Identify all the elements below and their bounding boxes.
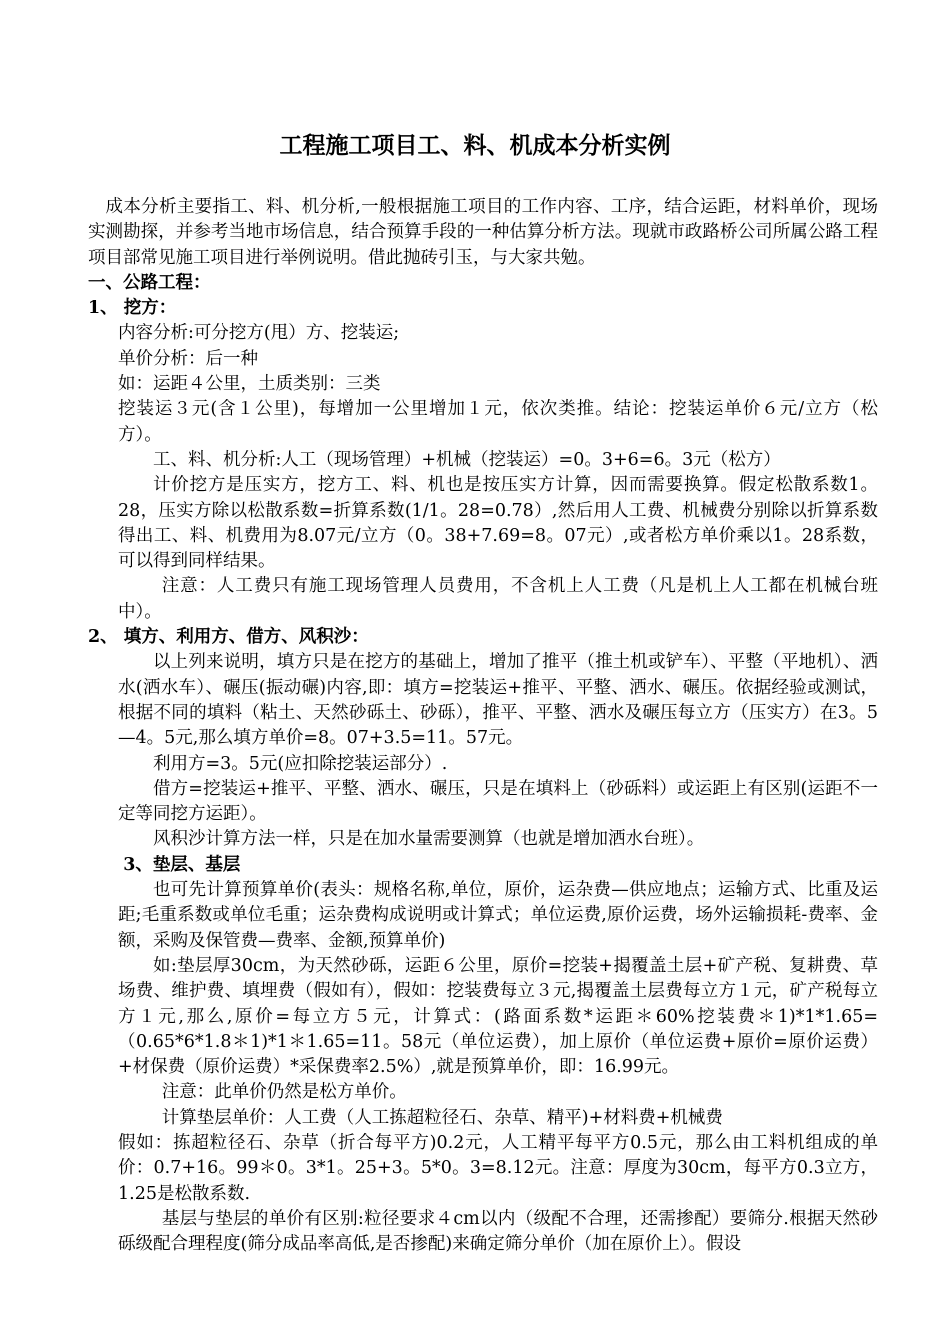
paragraph-cushion-example: 如:垫层厚30cm，为天然砂砾，运距６公里，原价=挖装+揭覆盖土层+矿产税、复耕费、草场费、维护费、填埋费（假如有），假如：挖装费每立３元,揭覆盖土层费每立方１元，矿产税每立方１元,那么,原价=每立方５元，计算式：(路面系数*运距＊60%挖装费＊1)*1*1.65=（0.65*6*1.8＊1)*1＊1.65=11。58元（单位运费），加上原价（单位运费+原价=原价运费）+材保费（原价运费）*采保费率2.5%）,就是预算单价，即：16.99元。 xyxy=(118,955,878,1078)
paragraph-unit-price-analysis: 单价分析：后一种 xyxy=(118,348,258,369)
subsection-heading-base: 3、垫层、基层 xyxy=(123,854,241,875)
paragraph-note-loose: 注意：此单价仍然是松方单价。 xyxy=(161,1082,407,1103)
subsection-heading-excavation: 1、 挖方： xyxy=(88,298,177,319)
paragraph-cushion-price: 计算垫层单价：人工费（人工拣超粒径石、杂草、精平)+材料费+机械费 xyxy=(161,1107,723,1128)
paragraph-wind-sand: 风积沙计算方法一样，只是在加水量需要测算（也就是增加洒水台班）。 xyxy=(153,829,705,850)
paragraph-example: 如：运距４公里，土质类别：三类 xyxy=(118,374,381,395)
document-title: 工程施工项目工、料、机成本分析实例 xyxy=(279,132,671,159)
intro-paragraph xyxy=(88,195,878,271)
paragraph-labor-machine-analysis: 工、料、机分析:人工（现场管理）+机械（挖装运）=0。3+6=6。3元（松方） xyxy=(153,449,781,470)
paragraph-assumption: 假如：拣超粒径石、杂草（折合每平方)0.2元，人工精平每平方0.5元，那么由工料机组成的单价：0.7+16。99＊0。3*1。25+3。5*0。3=8.12元。注意：厚度为30cm，每平方0.3立方，1.25是松散系数. xyxy=(118,1132,878,1204)
paragraph-base-difference: 基层与垫层的单价有区别:粒径要求４cm以内（级配不合理，还需掺配）要筛分.根据天然砂砾级配合理程度(筛分成品率高低,是否掺配)来确定筛分单价（加在原价上）。假设 xyxy=(118,1208,878,1255)
paragraph-note-labor: 注意：人工费只有施工现场管理人员费用，不含机上人工费（凡是机上人工都在机械台班中）。 xyxy=(118,576,878,622)
intro-text: 成本分析主要指工、料、机分析,一般根据施工项目的工作内容、工序，结合运距，材料单价，现场实测勘探，并参考当地市场信息，结合预算手段的一种估算分析方法。现就市政路桥公司所属公路工程项目部常见施工项目进行举例说明。借此抛砖引玉，与大家共勉。 xyxy=(88,197,878,268)
paragraph-conversion: 计价挖方是压实方，挖方工、料、机也是按压实方计算，因而需要换算。假定松散系数1。28，压实方除以松散系数=折算系数(1/1。28=0.78）,然后用人工费、机械费分别除以折算系数得出工、料、机费用为8.07元/立方（0。38+7.69=8。07元）,或者松方单价乘以1。28系数，可以得到同样结果。 xyxy=(118,475,878,572)
paragraph-fill: 以上列来说明，填方只是在挖方的基础上，增加了推平（推土机或铲车）、平整（平地机）、洒水(洒水车）、碾压(振动碾)内容,即：填方=挖装运+推平、平整、洒水、碾压。依据经验或测试，根据不同的填料（粘土、天然砂砾土、砂砾），推平、平整、洒水及碾压每立方（压实方）在3。5—4。5元,那么填方单价=8。07+3.5=11。57元。 xyxy=(118,652,878,749)
paragraph-content-analysis: 内容分析:可分挖方(甩）方、挖装运; xyxy=(118,323,400,344)
paragraph-borrow: 借方=挖装运+推平、平整、洒水、碾压，只是在填料上（砂砾料）或运距上有区别(运距不一定等同挖方运距）。 xyxy=(118,778,878,825)
document-body xyxy=(88,195,878,1257)
paragraph-budget-price: 也可先计算预算单价(表头：规格名称,单位，原价，运杂费—供应地点；运输方式、比重及运距;毛重系数或单位毛重；运杂费构成说明或计算式；单位运费,原价运费，场外运输损耗-费率、金额，采购及保管费—费率、金额,预算单价) xyxy=(118,880,878,951)
subsection-heading-fill: 2、 填方、利用方、借方、风积沙： xyxy=(88,627,369,648)
paragraph-excavation-price: 挖装运３元(含１公里)，每增加一公里增加１元，依次类推。结论：挖装运单价６元/立方（松方）。 xyxy=(118,399,878,445)
paragraph-reuse: 利用方=3。5元(应扣除挖装运部分）. xyxy=(153,753,448,774)
section-heading-highway: 一、公路工程： xyxy=(88,272,211,293)
